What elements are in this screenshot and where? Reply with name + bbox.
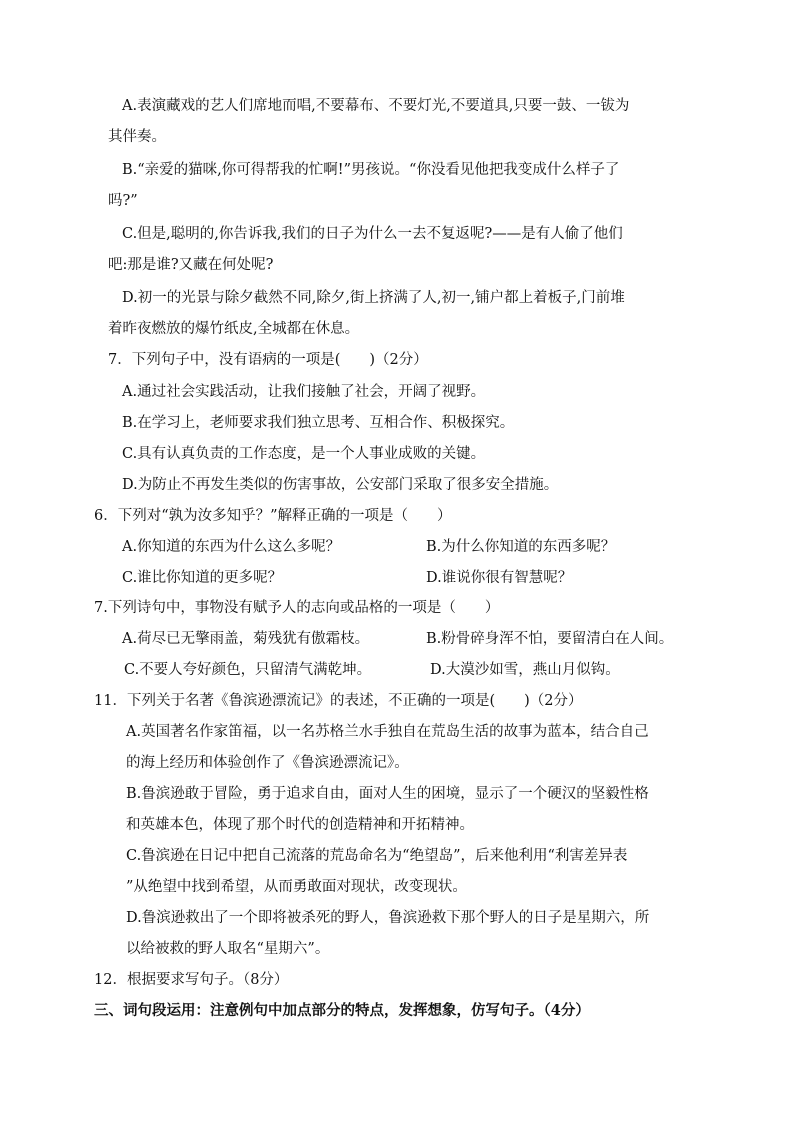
option-d-line-2: 着昨夜燃放的爆竹纸皮,全城都在休息。	[108, 321, 360, 337]
question-11-option-b-line-1: B.鲁滨逊敢于冒险，勇于追求自由，面对人生的困境，显示了一个硬汉的坚毅性格	[126, 786, 649, 802]
question-7b-stem: 7.下列诗句中，事物没有赋予人的志向或品格的一项是（ ）	[94, 600, 500, 616]
option-d-line-1: D.初一的光景与除夕截然不同,除夕,街上挤满了人,初一,铺户都上着板子,门前堆	[122, 290, 625, 306]
option-a-line-2: 其伴奏。	[108, 129, 166, 145]
question-7-option-c: C.具有认真负责的工作态度，是一个人事业成败的关键。	[122, 446, 486, 462]
question-7-option-d: D.为防止不再发生类似的伤害事故，公安部门采取了很多安全措施。	[122, 477, 559, 493]
section-3-heading: 三、词句段运用：注意例句中加点部分的特点，发挥想象，仿写句子。（4分）	[94, 1002, 590, 1019]
question-6-option-c: C.谁比你知道的更多呢？	[122, 570, 283, 586]
question-11-option-c-line-1: C.鲁滨逊在日记中把自己流落的荒岛命名为“绝望岛”，后来他利用“利害差异表	[126, 848, 628, 864]
question-6-option-d: D.谁说你很有智慧呢？	[426, 570, 573, 586]
question-7b-option-c: C.不要人夸好颜色，只留清气满乾坤。	[124, 662, 372, 678]
option-c-line-1: C.但是,聪明的,你告诉我,我们的日子为什么一去不复返呢?——是有人偷了他们	[122, 226, 623, 242]
question-6-option-b: B.为什么你知道的东西多呢？	[426, 539, 616, 555]
question-7b-option-b: B.粉骨碎身浑不怕，要留清白在人间。	[426, 631, 674, 647]
question-11-option-d-line-1: D.鲁滨逊救出了一个即将被杀死的野人，鲁滨逊救下那个野人的日子是星期六，所	[126, 910, 650, 926]
question-11-option-b-line-2: 和英雄本色，体现了那个时代的创造精神和开拓精神。	[126, 817, 474, 833]
question-12-stem: 12．根据要求写句子。（8分）	[94, 972, 289, 988]
option-a-line-1: A.表演藏戏的艺人们席地而唱,不要幕布、不要灯光,不要道具,只要一鼓、一钹为	[122, 98, 630, 114]
question-11-option-a-line-1: A.英国著名作家笛福，以一名苏格兰水手独自在荒岛生活的故事为蓝本，结合自己	[126, 724, 649, 740]
option-b-line-1: B.“亲爱的猫咪,你可得帮我的忙啊!”男孩说。“你没看见他把我变成什么样子了	[122, 162, 620, 178]
question-11-option-a-line-2: 的海上经历和体验创作了《鲁滨逊漂流记》。	[126, 755, 409, 771]
question-7b-option-a: A.荷尽已无擎雨盖，菊残犹有傲霜枝。	[122, 631, 370, 647]
question-6-option-a: A.你知道的东西为什么这么多呢？	[122, 539, 341, 555]
option-c-line-2: 吧:那是谁?又藏在何处呢?	[108, 257, 274, 273]
question-7-option-a: A.通过社会实践活动，让我们接触了社会，开阔了视野。	[122, 384, 486, 400]
question-7b-option-d: D.大漠沙如雪，燕山月似钩。	[430, 662, 620, 678]
question-11-stem: 11．下列关于名著《鲁滨逊漂流记》的表述，不正确的一项是( )（2分）	[94, 693, 583, 709]
question-6-stem: 6．下列对“孰为汝多知乎？”解释正确的一项是（ ）	[94, 508, 452, 524]
option-b-line-2: 吗?”	[108, 193, 138, 209]
question-7-option-b: B.在学习上，老师要求我们独立思考、互相合作、积极探究。	[122, 415, 515, 431]
question-11-option-d-line-2: 以给被救的野人取名“星期六”。	[126, 941, 330, 957]
question-7-stem: 7．下列句子中，没有语病的一项是( )（2分）	[108, 352, 428, 368]
question-11-option-c-line-2: ”从绝望中找到希望，从而勇敢面对现状，改变现状。	[126, 879, 467, 895]
